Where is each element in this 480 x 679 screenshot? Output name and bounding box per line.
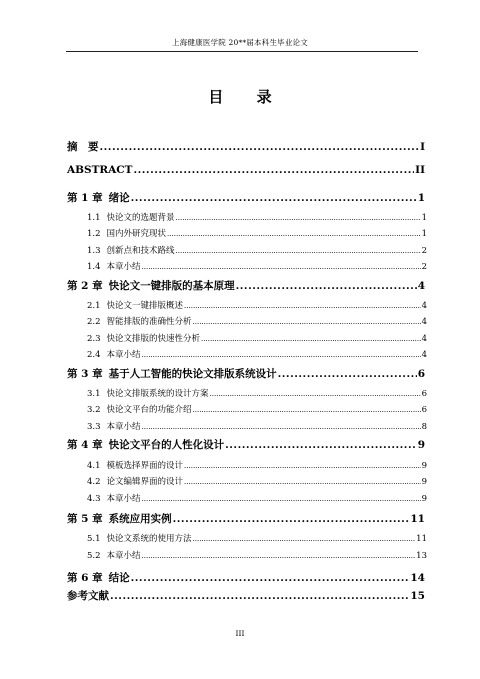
section-title: 本章小结 xyxy=(106,494,141,504)
toc-entry-label xyxy=(87,492,141,504)
chapter-title: 快论文一键排版的基本原理 xyxy=(108,280,235,292)
section-number: 1.3 xyxy=(87,246,101,256)
toc-entry-page: 14 xyxy=(410,572,425,584)
toc-entry-label xyxy=(87,387,209,399)
toc-entry-label xyxy=(87,332,200,344)
toc-leader-dots xyxy=(167,230,421,238)
toc-leader-dots xyxy=(100,141,420,153)
toc-entry-label xyxy=(87,315,192,327)
toc-leader-dots xyxy=(210,390,421,398)
section-number: 3.1 xyxy=(87,389,101,399)
section-title: 本章小结 xyxy=(106,350,141,360)
toc-entry-label xyxy=(67,437,224,452)
toc-entry-page: 2 xyxy=(421,246,427,256)
toc-entry-section[interactable] xyxy=(87,492,427,504)
toc-entry-page: 9 xyxy=(421,477,427,487)
section-title: 本章小结 xyxy=(106,551,141,561)
toc-entry-label xyxy=(87,532,192,544)
toc-entry-label xyxy=(67,511,172,526)
section-title: 模板选择界面的设计 xyxy=(106,461,184,471)
toc-leader-dots xyxy=(131,572,410,584)
section-number: 4.2 xyxy=(87,477,101,487)
section-number: 2.2 xyxy=(87,317,101,327)
toc-leader-dots xyxy=(131,192,417,204)
toc-entry-section[interactable] xyxy=(87,332,427,344)
toc-leader-dots xyxy=(110,590,409,602)
page-number: III xyxy=(235,629,245,638)
toc-entry-page: 8 xyxy=(421,422,427,432)
toc-entry-section[interactable] xyxy=(87,549,427,561)
toc-entry-label xyxy=(87,348,141,360)
chapter-number: 第 1 章 xyxy=(67,192,103,204)
chapter-title: 基于人工智能的快论文排版系统设计 xyxy=(108,368,277,380)
toc-entry-label: ABSTRACT xyxy=(67,164,133,176)
toc-entry-page: 9 xyxy=(421,461,427,471)
toc-leader-dots xyxy=(142,552,416,560)
section-title: 快论文平台的功能介绍 xyxy=(106,405,192,415)
chapter-title: 快论文平台的人性化设计 xyxy=(108,439,225,451)
chapter-number: 第 3 章 xyxy=(67,368,103,380)
toc-leader-dots xyxy=(225,439,417,451)
toc-entry-label xyxy=(87,549,141,561)
toc-entry-references[interactable] xyxy=(67,588,425,603)
toc-leader-dots xyxy=(133,164,414,176)
section-number: 2.3 xyxy=(87,334,101,344)
section-title: 快论文一键排版概述 xyxy=(106,301,184,311)
toc-entry-page: 9 xyxy=(417,439,425,451)
chapter-number: 第 2 章 xyxy=(67,280,103,292)
section-number: 4.1 xyxy=(87,461,101,471)
toc-entry-label xyxy=(87,420,141,432)
toc-leader-dots xyxy=(201,335,421,343)
toc-entry-label xyxy=(87,260,141,272)
toc-entry-label xyxy=(87,211,175,223)
toc-entry-page: 2 xyxy=(421,262,427,272)
section-number: 1.2 xyxy=(87,229,101,239)
toc-leader-dots xyxy=(142,423,421,431)
toc-leader-dots xyxy=(142,495,421,503)
toc-leader-dots xyxy=(173,513,410,525)
section-number: 1.1 xyxy=(87,213,101,223)
toc-entry-section[interactable] xyxy=(87,244,427,256)
section-title: 智能排版的准确性分析 xyxy=(106,317,192,327)
toc-leader-dots xyxy=(176,214,421,222)
toc-entry-abstract-en[interactable] xyxy=(67,164,425,176)
toc-entry-page: 4 xyxy=(421,350,427,360)
toc-entry-label xyxy=(67,366,277,381)
toc-entry-section[interactable] xyxy=(87,475,427,487)
toc-entry-section[interactable] xyxy=(87,403,427,415)
toc-entry-label xyxy=(87,403,192,415)
section-number: 1.4 xyxy=(87,262,101,272)
toc-leader-dots xyxy=(184,462,421,470)
toc-entry-chapter[interactable] xyxy=(67,511,425,526)
toc-entry-label xyxy=(67,190,130,205)
toc-entry-label: 参考文献 xyxy=(67,590,109,602)
section-title: 本章小结 xyxy=(106,262,141,272)
toc-entry-abstract-cn[interactable] xyxy=(67,139,425,154)
toc-leader-dots xyxy=(278,368,417,380)
section-number: 5.2 xyxy=(87,551,101,561)
toc-entry-page: 1 xyxy=(417,192,425,204)
toc-entry-page: 4 xyxy=(421,301,427,311)
section-number: 3.2 xyxy=(87,405,101,415)
chapter-title: 系统应用实例 xyxy=(108,513,172,525)
toc-entry-label xyxy=(87,227,166,239)
toc-entry-page: 6 xyxy=(421,405,427,415)
toc-entry-page: 4 xyxy=(417,280,425,292)
toc-entry-page: 6 xyxy=(421,389,427,399)
toc-leader-dots xyxy=(142,263,421,271)
toc-entry-page: I xyxy=(420,141,425,153)
chapter-number: 第 4 章 xyxy=(67,439,103,451)
toc-entry-page: 4 xyxy=(421,317,427,327)
toc-entry-page: 9 xyxy=(421,494,427,504)
toc-entry-label xyxy=(67,278,235,293)
toc-entry-page: 6 xyxy=(417,368,425,380)
section-title: 论文编辑界面的设计 xyxy=(106,477,184,487)
toc-entry-page: II xyxy=(415,164,425,176)
toc-leader-dots xyxy=(176,247,421,255)
toc-leader-dots xyxy=(184,302,421,310)
toc-leader-dots xyxy=(142,351,421,359)
section-number: 3.3 xyxy=(87,422,101,432)
page-title: 目 录 xyxy=(208,88,286,106)
toc-entry-section[interactable] xyxy=(87,211,427,223)
toc-entry-chapter[interactable] xyxy=(67,190,425,205)
toc-leader-dots xyxy=(193,406,421,414)
section-number: 5.1 xyxy=(87,534,101,544)
toc-leader-dots xyxy=(193,318,421,326)
toc-entry-section[interactable] xyxy=(87,420,427,432)
toc-entry-page: 11 xyxy=(416,534,427,544)
toc-entry-label xyxy=(87,459,183,471)
toc-entry-page: 15 xyxy=(410,590,425,602)
section-title: 本章小结 xyxy=(106,422,141,432)
toc-leader-dots xyxy=(236,280,417,292)
toc-entry-section[interactable] xyxy=(87,387,427,399)
chapter-title: 绪论 xyxy=(108,192,130,204)
toc-entry-section[interactable] xyxy=(87,227,427,239)
section-title: 快论文排版系统的设计方案 xyxy=(106,389,209,399)
toc-entry-page: 1 xyxy=(421,229,427,239)
toc-entry-page: 4 xyxy=(421,334,427,344)
toc-entry-page: 13 xyxy=(416,551,427,561)
toc-entry-section[interactable] xyxy=(87,459,427,471)
chapter-number: 第 5 章 xyxy=(67,513,103,525)
section-number: 2.4 xyxy=(87,350,101,360)
toc-entry-chapter[interactable] xyxy=(67,278,425,293)
toc-entry-label xyxy=(67,570,130,585)
chapter-title: 结论 xyxy=(108,572,130,584)
toc-entry-section[interactable] xyxy=(87,532,427,544)
section-title: 国内外研究现状 xyxy=(106,229,167,239)
toc-entry-label xyxy=(87,299,183,311)
toc-entry-page: 1 xyxy=(421,213,427,223)
toc-entry-label xyxy=(87,244,175,256)
section-number: 2.1 xyxy=(87,301,101,311)
header-rule xyxy=(66,51,418,52)
toc-entry-label xyxy=(87,475,183,487)
running-header: 上海健康医学院 20**届本科生毕业论文 xyxy=(172,38,308,47)
toc-entry-page: 11 xyxy=(410,513,425,525)
chapter-number: 第 6 章 xyxy=(67,572,103,584)
toc-leader-dots xyxy=(193,535,416,543)
toc-entry-chapter[interactable] xyxy=(67,570,425,585)
toc-entry-section[interactable] xyxy=(87,315,427,327)
toc-entry-section[interactable] xyxy=(87,260,427,272)
toc-entry-section[interactable] xyxy=(87,299,427,311)
section-title: 快论文排版的快速性分析 xyxy=(106,334,201,344)
toc-leader-dots xyxy=(184,478,421,486)
toc-entry-chapter[interactable] xyxy=(67,366,425,381)
section-title: 快论文系统的使用方法 xyxy=(106,534,192,544)
toc-entry-label: 摘 要 xyxy=(67,141,99,153)
toc-entry-section[interactable] xyxy=(87,348,427,360)
section-title: 创新点和技术路线 xyxy=(106,246,175,256)
toc-entry-chapter[interactable] xyxy=(67,437,425,452)
section-number: 4.3 xyxy=(87,494,101,504)
section-title: 快论文的选题背景 xyxy=(106,213,175,223)
